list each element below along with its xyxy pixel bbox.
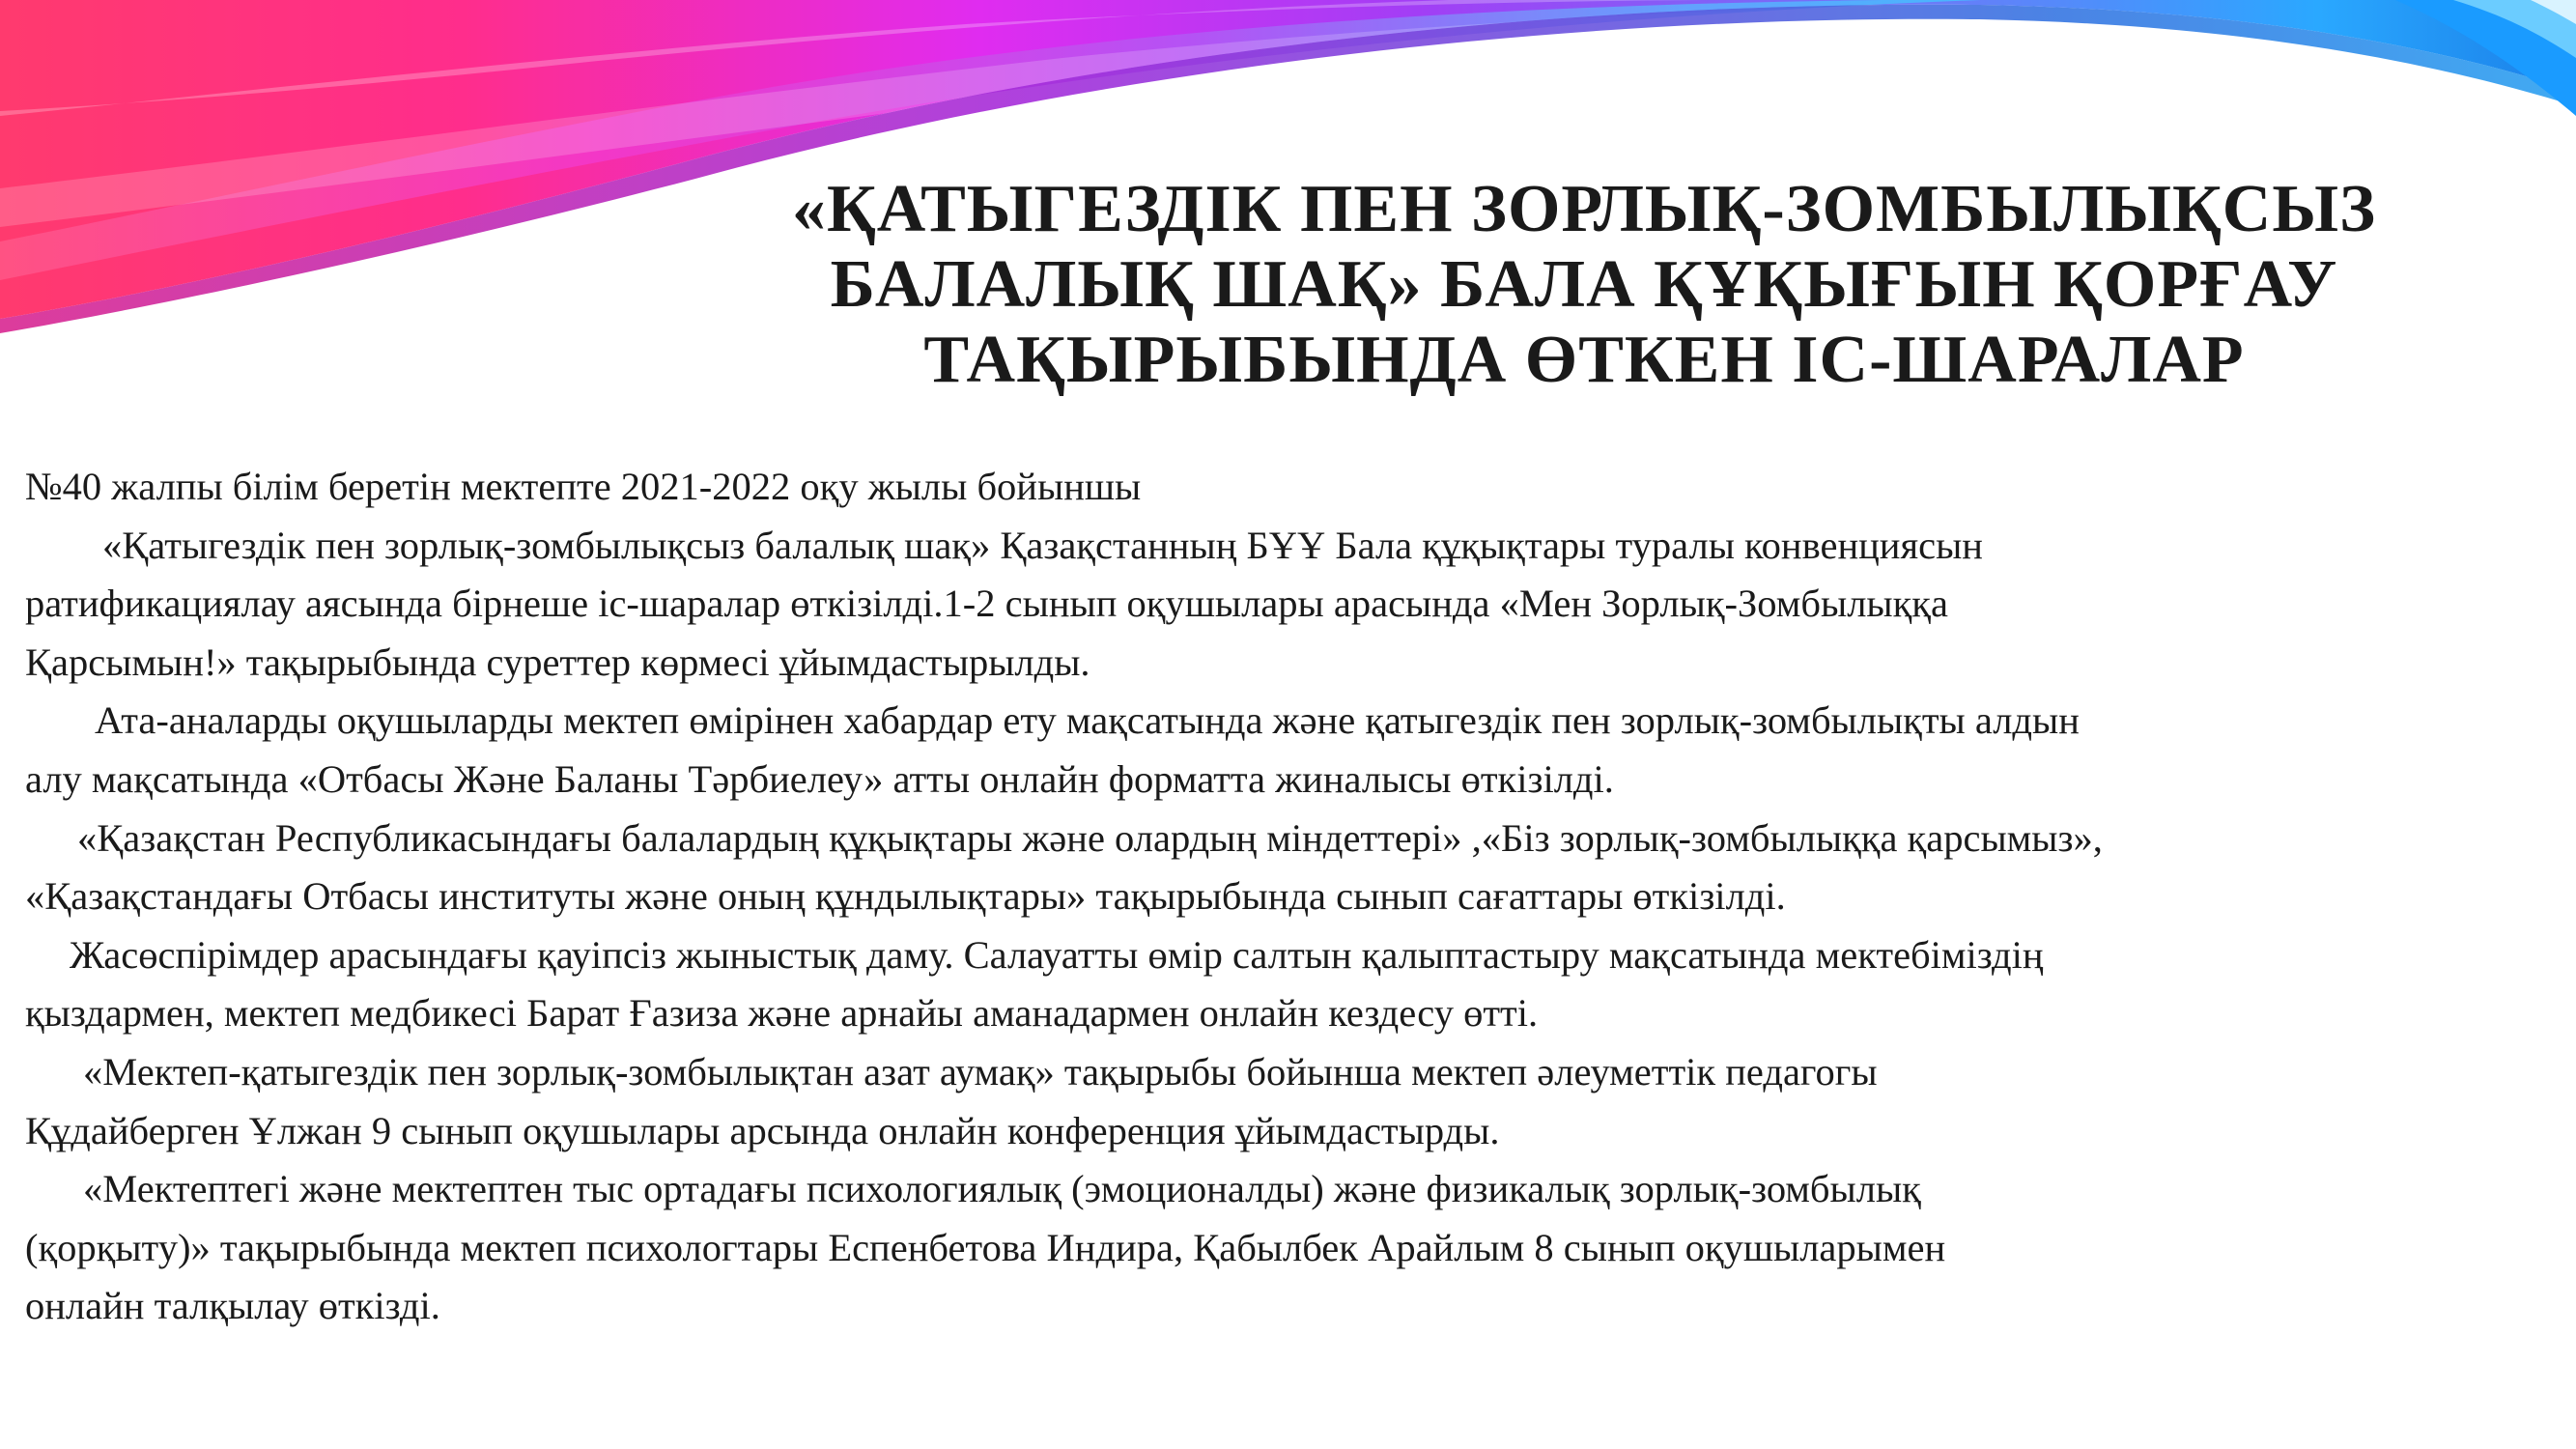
body-line-8: «Қазақстандағы Отбасы институты және оның құндылықтары» тақырыбында сынып сағаттары өткізілді.	[25, 874, 1786, 919]
body-line-15: онлайн талқылау өткізді.	[25, 1284, 440, 1328]
body-line-5: Ата-аналарды оқушыларды мектеп өмірінен хабардар ету мақсатында және қатыгездік пен зорлық-зомбылықты алдын	[95, 698, 2080, 743]
body-line-10: қыздармен, мектеп медбикесі Барат Ғазиза және арнайы аманадармен онлайн кездесу өтті.	[25, 991, 1539, 1036]
body-line-6: алу мақсатында «Отбасы Және Баланы Тәрбиелеу» атты онлайн форматта жиналысы өткізілді.	[25, 756, 1614, 801]
title-line-2: БАЛАЛЫҚ ШАҚ» БАЛА ҚҰҚЫҒЫН ҚОРҒАУ	[830, 247, 2338, 322]
body-line-4: Қарсымын!» тақырыбында суреттер көрмесі ұйымдастырылды.	[25, 639, 1090, 684]
title-line-3: ТАҚЫРЫБЫНДА ӨТКЕН ІС-ШАРАЛАР	[923, 323, 2245, 397]
slide-title	[676, 172, 2492, 398]
body-line-11: «Мектеп-қатыгездік пен зорлық-зомбылықтан азат аумақ» тақырыбы бойынша мектеп әлеуметтік педагогы	[83, 1049, 1878, 1094]
body-line-3: ратификациялау аясында бірнеше іс-шаралар өткізілді.1-2 сынып оқушылары арасында «Мен Зорлық-Зомбылыққа	[25, 582, 1948, 626]
body-line-14: (қорқыту)» тақырыбында мектеп психологтары Еспенбетова Индира, Қабылбек Арайлым 8 сынып оқушыларымен	[25, 1225, 1946, 1269]
body-line-9: Жасөспірімдер арасындағы қауіпсіз жыныстық даму. Салауатты өмір салтын қалыптастыру мақсатында мектебіміздің	[70, 932, 2044, 977]
body-line-7: «Қазақстан Республикасындағы балалардың құқықтары және олардың міндеттері» ,«Біз зорлық-зомбылыққа қарсымыз»,	[77, 815, 2103, 860]
body-line-1: №40 жалпы білім беретін мектепте 2021-2022 оқу жылы бойыншы	[25, 465, 1142, 508]
body-line-12: Құдайберген Ұлжан 9 сынып оқушылары арсында онлайн конференция ұйымдастырды.	[25, 1108, 1500, 1152]
body-line-13: «Мектептегі және мектептен тыс ортадағы психологиялық (эмоционалды) және физикалық зорлық-зомбылық	[83, 1167, 1921, 1211]
title-line-1: «ҚАТЫГЕЗДІК ПЕН ЗОРЛЫҚ-ЗОМБЫЛЫҚСЫЗ	[791, 172, 2377, 246]
slide-body	[25, 458, 2551, 1336]
body-line-2: «Қатыгездік пен зорлық-зомбылықсыз балалық шақ» Қазақстанның БҰҰ Бала құқықтары туралы конвенциясын	[102, 523, 1983, 567]
